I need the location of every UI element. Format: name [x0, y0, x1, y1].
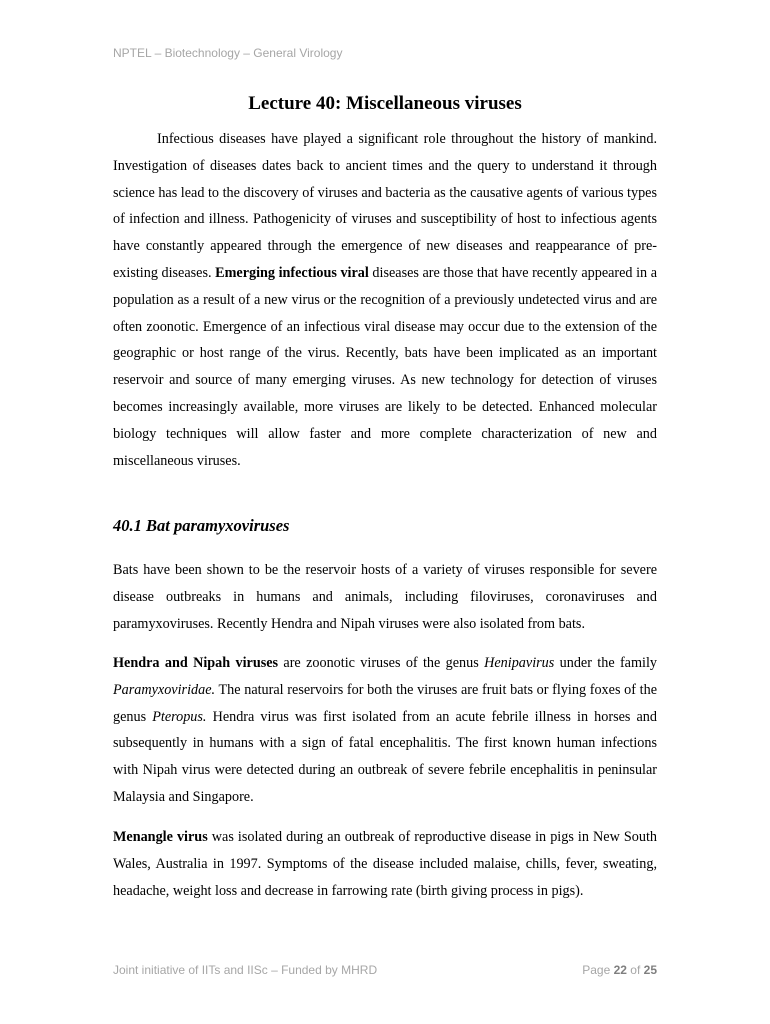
- lecture-title: Lecture 40: Miscellaneous viruses: [248, 93, 522, 114]
- bats-paragraph: Bats have been shown to be the reservoir hosts of a variety of viruses responsible for severe disease outbreaks in humans and animals, including filoviruses, coronaviruses and paramyxoviruses. Recently Hendra and Nipah viruses were also isolated from bats.: [113, 562, 657, 632]
- menangle-text: was isolated during an outbreak of reproductive disease in pigs in New South Wales, Australia in 1997. Symptoms of the disease included malaise, chills, fever, sweating, headache, weight loss and decrease in farrowing rate (birth giving process in pigs).: [113, 829, 657, 899]
- hendra-family: Paramyxoviridae.: [113, 681, 216, 698]
- section-heading: 40.1 Bat paramyxoviruses: [113, 516, 290, 535]
- intro-paragraph: [113, 126, 657, 474]
- hendra-genus: Henipavirus: [484, 655, 555, 671]
- menangle-bold-term: Menangle virus: [113, 829, 208, 845]
- page-number: [582, 963, 657, 977]
- hendra-bold-term: Hendra and Nipah viruses: [113, 655, 279, 671]
- page-header: NPTEL – Biotechnology – General Virology: [113, 46, 343, 60]
- page-current: 22: [613, 963, 627, 977]
- page-total: 25: [643, 963, 657, 977]
- hendra-text-1: are zoonotic viruses of the genus: [278, 655, 485, 671]
- hendra-text-4: Hendra virus was first isolated from an acute febrile illness in horses and subsequently in humans with a sign of fatal encephalitis. The first known human infections with Nipah virus were detected during an outbreak of severe febrile encephalitis in peninsular Malaysia and Singapore.: [113, 708, 657, 805]
- footer-funding: Joint initiative of IITs and IISc – Funded by MHRD: [113, 963, 378, 977]
- page-of: of: [626, 963, 644, 977]
- intro-bold-term: Emerging infectious viral: [215, 264, 369, 281]
- hendra-genus-2: Pteropus.: [152, 708, 207, 725]
- page-prefix: Page: [582, 963, 614, 977]
- intro-text-1: Infectious diseases have played a significant role throughout the history of mankind. Investigation of diseases dates back to ancient times and the query to understand it through science has lead to the discovery of viruses and bacteria as the causative agents of various types of infection and illness. Pathogenicity of viruses and susceptibility of host to infectious agents have constantly appeared through the emergence of new diseases and reappearance of pre-existing diseases.: [113, 131, 657, 281]
- hendra-text-2: under the family: [554, 655, 657, 671]
- menangle-paragraph: [113, 824, 657, 904]
- hendra-text-3: The natural reservoirs for both the viruses are fruit bats or flying foxes of the genus: [113, 681, 657, 725]
- hendra-nipah-paragraph: [113, 650, 657, 811]
- intro-text-2: diseases are those that have recently appeared in a population as a result of a new virus or the recognition of a previously undetected virus and are often zoonotic. Emergence of an infectious viral disease may occur due to the extension of the geographic or host range of the virus. Recently, bats have been implicated as an important reservoir and source of many emerging viruses. As new technology for detection of viruses becomes increasingly available, more viruses are likely to be detected. Enhanced molecular biology techniques will allow faster and more complete characterization of new and miscellaneous viruses.: [113, 264, 657, 469]
